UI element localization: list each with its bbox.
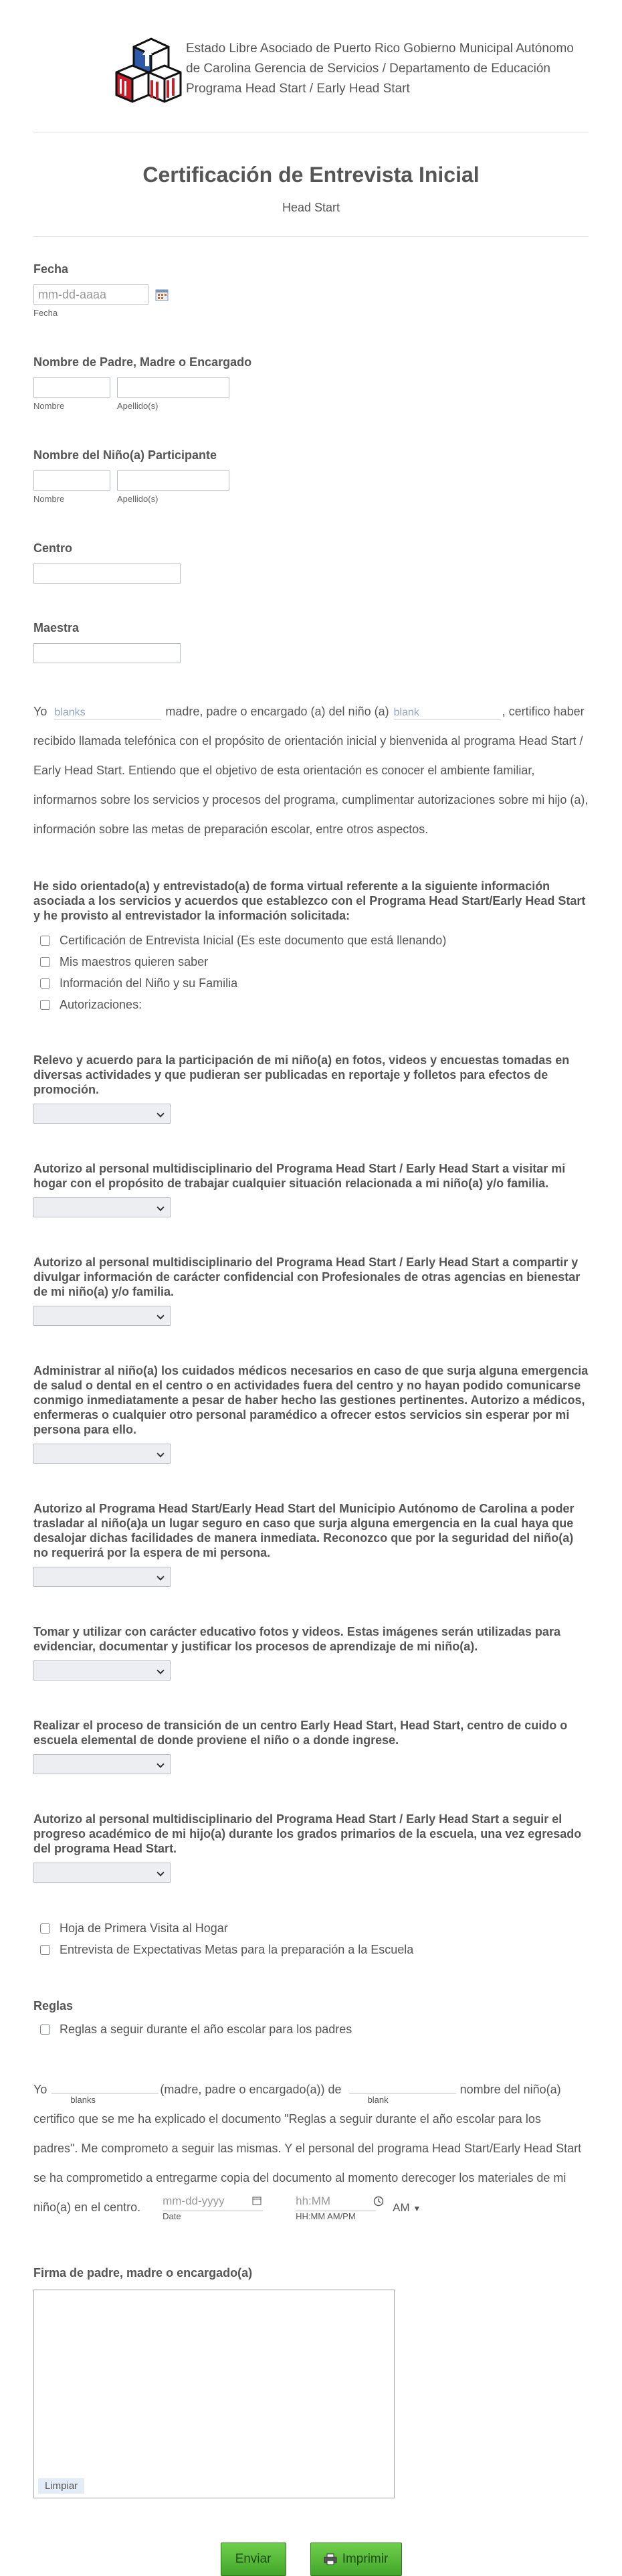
organization-text: Estado Libre Asociado de Puerto Rico Gobierno Municipal Autónomo de Carolina Gerencia de Servicios / Departamento de Educación Programa Head Start / Early Head Start <box>186 41 574 96</box>
oriented-option[interactable]: Mis maestros quieren saber <box>33 951 589 972</box>
title-block <box>33 133 589 237</box>
form-title: Certificación de Entrevista Inicial <box>142 163 480 187</box>
intro-yo: Yo <box>33 705 47 718</box>
authorization-item <box>33 1718 589 1774</box>
rules-yo: Yo <box>33 2083 47 2096</box>
authorization-question: Autorizo al personal multidisciplinario del Programa Head Start / Early Head Start a compartir y divulgar información de carácter confidencial con Profesionales de otras agencias en bienestar de mi niño(a) y/o familia. <box>33 1256 581 1298</box>
form-header <box>33 0 589 133</box>
checkbox[interactable] <box>40 1923 50 1934</box>
checkbox[interactable] <box>40 2025 50 2035</box>
authorization-select[interactable] <box>33 1863 171 1883</box>
extra-option[interactable]: Entrevista de Expectativas Metas para la preparación a la Escuela <box>33 1939 589 1960</box>
clock-icon[interactable] <box>373 2196 384 2207</box>
intro-parent-blank[interactable]: blanks <box>54 706 161 720</box>
oriented-option[interactable]: Información del Niño y su Familia <box>33 972 589 994</box>
authorization-question: Administrar al niño(a) los cuidados médicos necesarios en caso de que surja alguna emergencia de salud o dental en el centro o en actividades fuera del centro y no hayan podido comunicarse conmigo inmediatamente a pesar de haber hecho las gestiones pertinentes. Autorizo a médicos, enfermeras o cualquier otro personal paramédico a ofrecer estos servicios sin esperar por mi persona para ello. <box>33 1364 589 1436</box>
maestra-input[interactable] <box>33 643 181 663</box>
checkbox[interactable] <box>40 936 50 946</box>
maestra-field <box>33 621 589 663</box>
rules-paragraph <box>33 2075 589 2223</box>
authorization-item <box>33 1363 589 1464</box>
clear-signature-button[interactable]: Limpiar <box>38 2478 84 2494</box>
centro-field <box>33 541 589 584</box>
child-name-label: Nombre del Niño(a) Participante <box>33 448 217 462</box>
authorization-select[interactable] <box>33 1306 171 1326</box>
authorization-select[interactable] <box>33 1104 171 1124</box>
intro-child-blank[interactable]: blank <box>394 706 501 720</box>
parent-first-sublabel: Nombre <box>33 401 65 411</box>
fecha-input[interactable]: mm-dd-aaaa <box>33 284 148 305</box>
submit-button[interactable]: Enviar <box>221 2543 286 2576</box>
reglas-option[interactable]: Reglas a seguir durante el año escolar para los padres <box>33 2019 589 2040</box>
rules-parent-blank[interactable]: blanks <box>51 2079 159 2093</box>
authorization-item <box>33 1161 589 1217</box>
head-start-blocks-logo <box>112 32 186 106</box>
authorization-question: Relevo y acuerdo para la participación de mi niño(a) en fotos, videos y encuestas tomadas en diversas actividades y que pudieran ser publicadas en reportaje y folletos para efectos de promoción. <box>33 1053 570 1096</box>
form <box>33 0 589 2576</box>
authorization-select[interactable] <box>33 1567 171 1587</box>
authorization-question: Tomar y utilizar con carácter educativo fotos y videos. Estas imágenes serán utilizadas para evidenciar, documentar y justificar los procesos de aprendizaje de mi niño(a). <box>33 1625 560 1653</box>
authorization-item <box>33 1053 589 1124</box>
child-first-name-input[interactable] <box>33 470 110 491</box>
authorization-question: Realizar el proceso de transición de un centro Early Head Start, Head Start, centro de cuido o escuela elemental de donde proviene el niño o a donde ingrese. <box>33 1719 568 1747</box>
checkbox[interactable] <box>40 1000 50 1010</box>
authorization-select[interactable] <box>33 1754 171 1774</box>
oriented-option[interactable]: Certificación de Entrevista Inicial (Es este documento que está llenando) <box>33 930 589 951</box>
intro-paragraph <box>33 697 589 844</box>
signature-label: Firma de padre, madre o encargado(a) <box>33 2266 253 2280</box>
calendar-icon[interactable] <box>155 288 169 301</box>
printer-icon <box>324 2553 337 2565</box>
rules-time-input[interactable]: hh:MM HH:MM AM/PM <box>296 2195 376 2211</box>
checkbox[interactable] <box>40 978 50 989</box>
rules-after2: nombre del niño(a) <box>459 2083 561 2096</box>
rules-date-input[interactable]: mm-dd-yyyy Date <box>163 2195 263 2211</box>
chevron-down-icon: ▼ <box>413 2204 421 2213</box>
parent-last-name-input[interactable] <box>117 377 229 398</box>
authorization-item <box>33 1255 589 1326</box>
authorization-question: Autorizo al Programa Head Start/Early Head Start del Municipio Autónomo de Carolina a poder trasladar al niño(a)a un lugar seguro en caso que surja alguna emergencia en la cual haya que desalojar dichas facilidades de manera inmediata. Reconozco que por la seguridad del niño(a) no requerirá por la espera de mi persona. <box>33 1502 575 1559</box>
checkbox[interactable] <box>40 1945 50 1955</box>
parent-name-field <box>33 355 589 411</box>
extra-option[interactable]: Hoja de Primera Visita al Hogar <box>33 1917 589 1939</box>
reglas-field <box>33 1999 589 2040</box>
extra-options-field <box>33 1917 589 1960</box>
maestra-label: Maestra <box>33 621 80 634</box>
signature-pad[interactable] <box>33 2290 395 2498</box>
rules-child-blank[interactable]: blank <box>349 2079 456 2093</box>
authorization-item <box>33 1624 589 1681</box>
form-subtitle: Head Start <box>282 201 340 214</box>
calendar-icon[interactable] <box>252 2196 262 2205</box>
rules-body: certifico que se me ha explicado el documento "Reglas a seguir durante el año escolar para los padres". Me comprometo a seguir las mismas. Y el personal del programa Head Start/Early Head Start se ha comprometido a entregarme copia del documento al momento derecoger los materiales de mi niño(a) en el centro. <box>33 2112 582 2214</box>
child-last-sublabel: Apellido(s) <box>117 494 159 504</box>
intro-rest: , certifico haber recibido llamada telefónica con el propósito de orientación inicial y bienvenida al programa Head Start / Early Head Start. Entiendo que el objetivo de esta orientación es conocer el ambiente familiar, informarnos sobre los servicios y procesos del programa, cumplimentar autorizaciones sobre mi hijo (a), información sobre las metas de preparación escolar, entre otros aspectos. <box>33 705 589 836</box>
child-first-sublabel: Nombre <box>33 494 65 504</box>
authorization-question: Autorizo al personal multidisciplinario del Programa Head Start / Early Head Start a visitar mi hogar con el propósito de trabajar cualquier situación relacionada a mi niño(a) y/o familia. <box>33 1162 566 1190</box>
checkbox[interactable] <box>40 957 50 967</box>
parent-first-name-input[interactable] <box>33 377 110 398</box>
authorization-select[interactable] <box>33 1660 171 1681</box>
form-buttons <box>33 2543 589 2576</box>
intro-mid: madre, padre o encargado (a) del niño (a) <box>165 705 389 718</box>
fecha-sublabel: Fecha <box>33 308 58 318</box>
parent-last-sublabel: Apellido(s) <box>117 401 159 411</box>
authorization-select[interactable] <box>33 1444 171 1464</box>
centro-label: Centro <box>33 541 72 555</box>
ampm-select[interactable]: AM ▼ <box>393 2201 421 2214</box>
child-name-field <box>33 448 589 504</box>
centro-input[interactable] <box>33 564 181 584</box>
authorization-item <box>33 1812 589 1883</box>
rules-after1: (madre, padre o encargado(a)) de <box>160 2083 342 2096</box>
fecha-field <box>33 262 589 318</box>
authorization-item <box>33 1501 589 1587</box>
child-last-name-input[interactable] <box>117 470 229 491</box>
print-button[interactable]: Imprimir <box>310 2543 402 2576</box>
oriented-field <box>33 879 589 1015</box>
reglas-label: Reglas <box>33 1999 74 2012</box>
oriented-option[interactable]: Autorizaciones: <box>33 994 589 1015</box>
authorization-question: Autorizo al personal multidisciplinario del Programa Head Start / Early Head Start a seguir el progreso académico de mi hijo(a) durante los grados primarios de la escuela, una vez egresado del programa Head Start. <box>33 1812 582 1855</box>
oriented-question: He sido orientado(a) y entrevistado(a) de forma virtual referente a la siguiente información asociada a los servicios y acuerdos que establezco con el Programa Head Start/Early Head Start y he provisto al entrevistador la información solicitada: <box>33 879 586 922</box>
parent-name-label: Nombre de Padre, Madre o Encargado <box>33 355 252 369</box>
signature-field <box>33 2266 589 2498</box>
fecha-label: Fecha <box>33 262 69 276</box>
authorization-select[interactable] <box>33 1197 171 1217</box>
